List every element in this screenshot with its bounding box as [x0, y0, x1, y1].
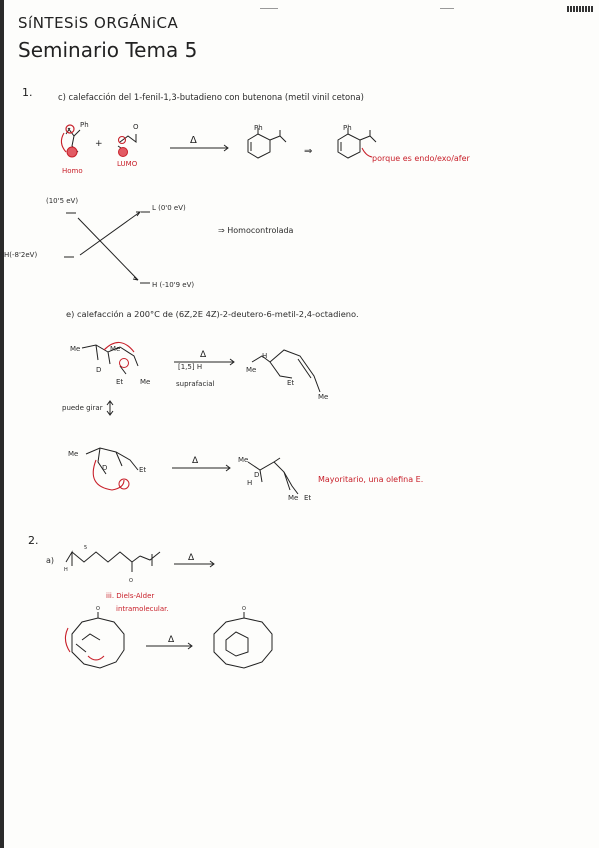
label-me-prod-2: Me [318, 393, 329, 401]
label-me-final-2: Me [288, 494, 299, 502]
homo-lobe-top [66, 125, 74, 133]
problem-1e-heading: e) calefacción a 200°C de (6Z,2E 4Z)-2-deutero-6-metil-2,4-octadieno. [66, 309, 359, 319]
document-title: SíNTESiS ORGÁNiCA [18, 14, 179, 32]
document-subtitle: Seminario Tema 5 [18, 38, 198, 62]
rotation-arrow [107, 401, 113, 415]
label-me-conf: Me [68, 450, 79, 458]
label-homo: Homo [62, 167, 83, 175]
problem-2-number: 2. [28, 534, 39, 547]
label-ph-diene: Ph [80, 121, 89, 129]
label-o-enone: O [133, 123, 139, 131]
problem-1c-heading: c) calefacción del 1-fenil-1,3-butadieno con butenona (metil vinil cetona) [58, 92, 364, 102]
label-et-conf: Et [139, 466, 147, 474]
diels-alder-note: iii. Diels-Alder [106, 592, 155, 600]
atom-number-5: 5 [84, 545, 88, 551]
orbital-diagram [64, 212, 150, 283]
cyclohexene-product-2 [338, 128, 376, 158]
problem-1-number: 1. [22, 86, 33, 99]
label-lumo: LUMO [117, 160, 138, 168]
orbital-energy-bottom-left: H(-8'2eV) [4, 251, 38, 259]
rotation-note: puede girar [62, 404, 103, 412]
migrating-h-circle [120, 359, 129, 368]
label-et-prod: Et [287, 379, 295, 387]
reaction-delta-4: Δ [188, 553, 195, 563]
octadiene-starting-material [82, 345, 138, 374]
atom-o-product: O [242, 606, 246, 612]
da-arrow-red [65, 628, 70, 652]
suprafacial-label: suprafacial [176, 380, 215, 388]
label-me-final: Me [238, 456, 249, 464]
cyclohexene-product-1 [248, 128, 286, 158]
implies-arrow-1: ⇒ [304, 146, 313, 157]
lumo-lobe-bottom [119, 148, 128, 157]
atom-number-h: H [64, 567, 68, 573]
label-d-sm: D [96, 366, 102, 374]
reaction-delta-2: Δ [200, 350, 207, 360]
label-d-final: D [254, 471, 260, 479]
da-arrow-red-2 [88, 656, 104, 660]
label-ph-product: Ph [254, 124, 263, 132]
reaction-delta-5: Δ [168, 635, 175, 645]
atom-o-reactant: O [96, 606, 100, 612]
label-h-prod: H [262, 352, 268, 360]
intramolecular-note: intramolecular. [116, 605, 169, 613]
plus-sign: + [95, 139, 103, 149]
orbital-energy-bottom-right: H (-10'9 eV) [152, 281, 195, 289]
label-me-sm-2: Me [140, 378, 151, 386]
label-et-sm: Et [116, 378, 124, 386]
label-d-conf: D [102, 464, 108, 472]
label-h-final: H [247, 479, 253, 487]
homo-lobe-bottom [67, 147, 77, 157]
reaction-delta-1: Δ [190, 135, 197, 146]
sigmatropic-label: [1,5] H [178, 363, 203, 371]
homocontrolled-conclusion: ⇒ Homocontrolada [218, 226, 294, 235]
label-ph-product-2: Ph [343, 124, 352, 132]
octadiene-product-1 [252, 350, 320, 392]
atom-o: O [129, 578, 133, 584]
octadiene-product-2 [248, 458, 298, 494]
orbital-energy-top-right: L (0'0 eV) [152, 204, 186, 212]
homo-overlap-curve [61, 133, 66, 152]
label-me-prod: Me [246, 366, 257, 374]
problem-2a-label: a) [46, 556, 55, 565]
reaction-delta-3: Δ [192, 456, 199, 466]
regioselectivity-note: porque es endo/exo/afer [372, 154, 470, 163]
major-product-note: Mayoritario, una olefina E. [318, 475, 424, 484]
label-me-sm-3: Me [110, 345, 121, 353]
regio-pointer [362, 148, 372, 157]
label-et-final: Et [304, 494, 312, 502]
label-me-sm: Me [70, 345, 81, 353]
orbital-energy-top-left: (10'5 eV) [46, 197, 79, 205]
macrocycle-product [214, 612, 272, 668]
triene-ketone-structure [66, 552, 160, 572]
